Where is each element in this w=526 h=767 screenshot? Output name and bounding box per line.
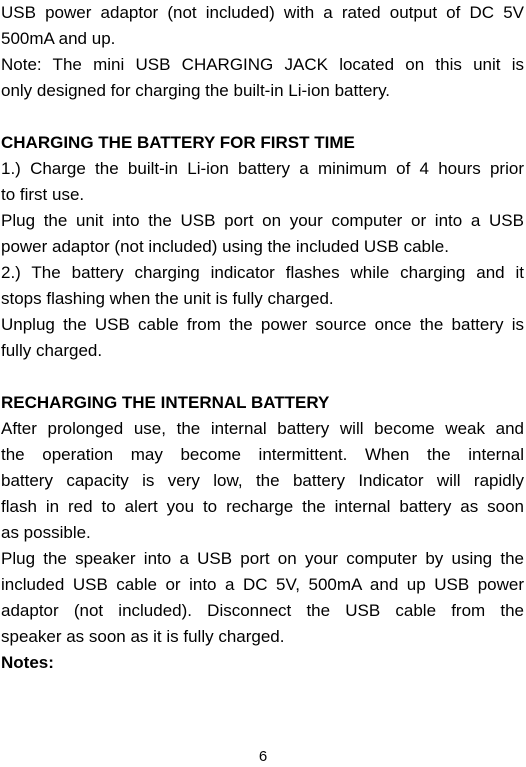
body-line: flash in red to alert you to recharge the internal battery as soon <box>1 497 524 516</box>
body-line: Unplug the USB cable from the power source once the battery is <box>1 315 524 334</box>
intro-line: USB power adaptor (not included) with a rated output of DC 5V <box>1 3 524 22</box>
body-line: battery capacity is very low, the battery Indicator will rapidly <box>1 471 524 490</box>
manual-page <box>1 0 524 676</box>
paragraph-spacer <box>1 364 524 390</box>
first-time-charging-section <box>1 130 524 364</box>
body-line: power adaptor (not included) using the included USB cable. <box>1 237 449 256</box>
body-line: fully charged. <box>1 341 103 360</box>
intro-line: 500mA and up. <box>1 29 116 48</box>
body-line: included USB cable or into a DC 5V, 500mA and up USB power <box>1 575 524 594</box>
intro-line: Note: The mini USB CHARGING JACK located on this unit is <box>1 55 524 74</box>
body-line: speaker as soon as it is fully charged. <box>1 627 285 646</box>
body-line: to first use. <box>1 185 85 204</box>
recharging-section <box>1 390 524 650</box>
section-heading: CHARGING THE BATTERY FOR FIRST TIME <box>1 133 355 152</box>
notes-label: Notes: <box>1 653 54 672</box>
body-line: stops flashing when the unit is fully charged. <box>1 289 334 308</box>
body-line: the operation may become intermittent. When the internal <box>1 445 524 464</box>
page-number: 6 <box>258 748 268 765</box>
body-line: adaptor (not included). Disconnect the USB cable from the <box>1 601 524 620</box>
intro-line: only designed for charging the built-in Li-ion battery. <box>1 81 391 100</box>
section-heading: RECHARGING THE INTERNAL BATTERY <box>1 393 330 412</box>
paragraph-spacer <box>1 104 524 130</box>
body-line: 2.) The battery charging indicator flashes while charging and it <box>1 263 524 282</box>
intro-section <box>1 0 524 104</box>
body-line: After prolonged use, the internal battery will become weak and <box>1 419 524 438</box>
body-line: Plug the speaker into a USB port on your computer by using the <box>1 549 524 568</box>
body-line: 1.) Charge the built-in Li-ion battery a minimum of 4 hours prior <box>1 159 524 178</box>
body-line: Plug the unit into the USB port on your computer or into a USB <box>1 211 524 230</box>
body-line: as possible. <box>1 523 91 542</box>
